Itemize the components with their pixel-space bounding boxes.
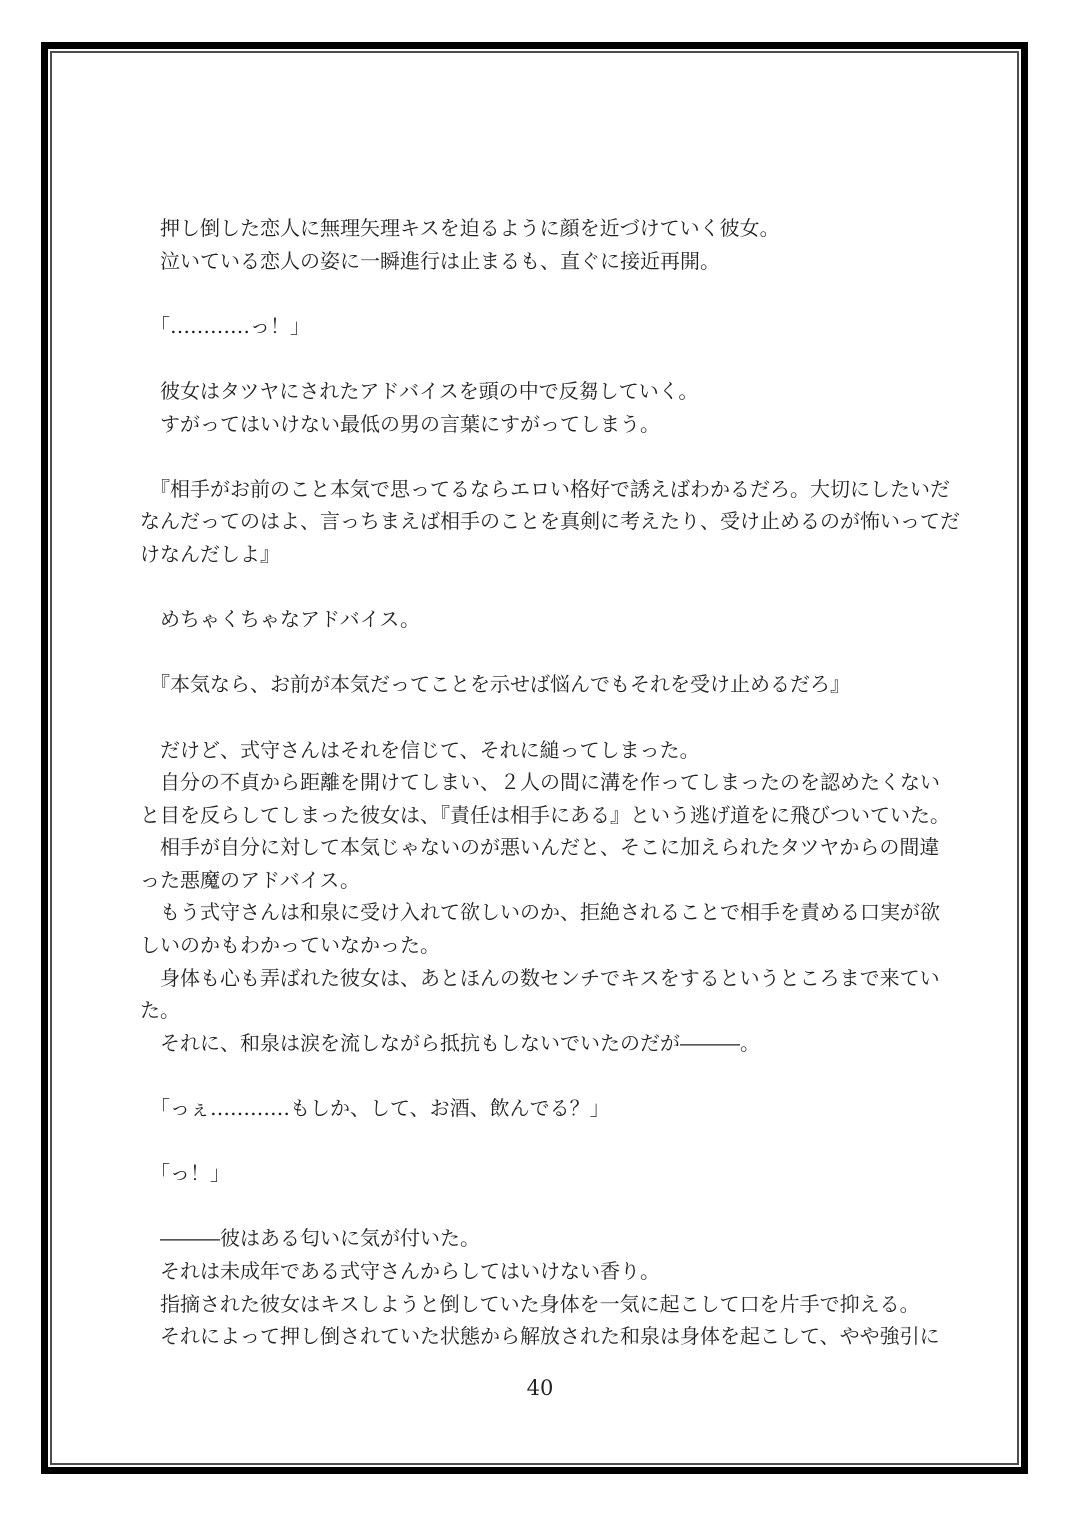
page-number: 40	[526, 1376, 554, 1400]
paragraph-block	[140, 603, 950, 636]
text-line: 押し倒した恋人に無理矢理キスを迫るように顔を近づけていく彼女。	[140, 216, 780, 240]
text-line: それに、和泉は涙を流しながら抵抗もしないでいたのだが―――。	[140, 1030, 760, 1055]
text-line: 『相手がお前のこと本気で思ってるならエロい格好で誘えばわかるだろ。大切にしたいだ	[140, 476, 950, 501]
text-line: けなんだしよ』	[140, 541, 280, 566]
paragraph-block	[140, 375, 950, 440]
paragraph-block	[140, 473, 960, 571]
text-line: 「っ！」	[140, 1161, 230, 1186]
text-line: それによって押し倒されていた状態から解放された和泉は身体を起こして、やや強引に	[140, 1324, 940, 1349]
text-line: た。	[140, 998, 180, 1023]
text-line: 泣いている恋人の姿に一瞬進行は止まるも、直ぐに接近再開。	[140, 248, 720, 273]
text-line: ―――彼はある匂いに気が付いた。	[140, 1226, 480, 1251]
text-line: もう式守さんは和泉に受け入れて欲しいのか、拒絶されることで相手を責める口実が欲	[140, 900, 940, 925]
text-line: 「っぇ…………もしか、して、お酒、飲んでる？」	[140, 1096, 610, 1121]
paragraph-block	[140, 734, 950, 1060]
body-text	[140, 212, 960, 1353]
paragraph-block	[140, 310, 950, 343]
paragraph-block	[140, 212, 950, 277]
text-line: だけど、式守さんはそれを信じて、それに縋ってしまった。	[140, 737, 700, 762]
text-line: なんだってのはよ、言っちまえば相手のことを真剣に考えたり、受け止めるのが怖いってだ	[140, 509, 960, 534]
text-line: すがってはいけない最低の男の言葉にすがってしまう。	[140, 411, 660, 436]
paragraph-block	[140, 1222, 950, 1352]
paragraph-block	[140, 668, 950, 701]
text-line: それは未成年である式守さんからしてはいけない香り。	[140, 1259, 660, 1283]
text-line: 相手が自分に対して本気じゃないのが悪いんだと、そこに加えられたタツヤからの間違	[140, 835, 940, 860]
text-line: めちゃくちゃなアドバイス。	[140, 607, 420, 632]
text-line: 指摘された彼女はキスしようと倒していた身体を一気に起こして口を片手で抑える。	[140, 1291, 920, 1316]
text-line: 『本気なら、お前が本気だってことを示せば悩んでもそれを受け止めるだろ』	[140, 672, 850, 697]
text-line: 「…………っ！」	[140, 313, 310, 338]
text-line: 身体も心も弄ばれた彼女は、あとほんの数センチでキスをするというところまで来てい	[140, 965, 940, 990]
text-line: 自分の不貞から距離を開けてしまい、２人の間に溝を作ってしまったのを認めたくない	[140, 770, 940, 795]
paragraph-block	[140, 1092, 950, 1125]
paragraph-block	[140, 1157, 950, 1190]
text-line: と目を反らしてしまった彼女は、『責任は相手にある』という逃げ道をに飛びついていた。	[140, 802, 950, 827]
text-line: しいのかもわかっていなかった。	[140, 933, 440, 958]
text-line: った悪魔のアドバイス。	[140, 867, 360, 892]
text-line: 彼女はタツヤにされたアドバイスを頭の中で反芻していく。	[140, 378, 699, 403]
